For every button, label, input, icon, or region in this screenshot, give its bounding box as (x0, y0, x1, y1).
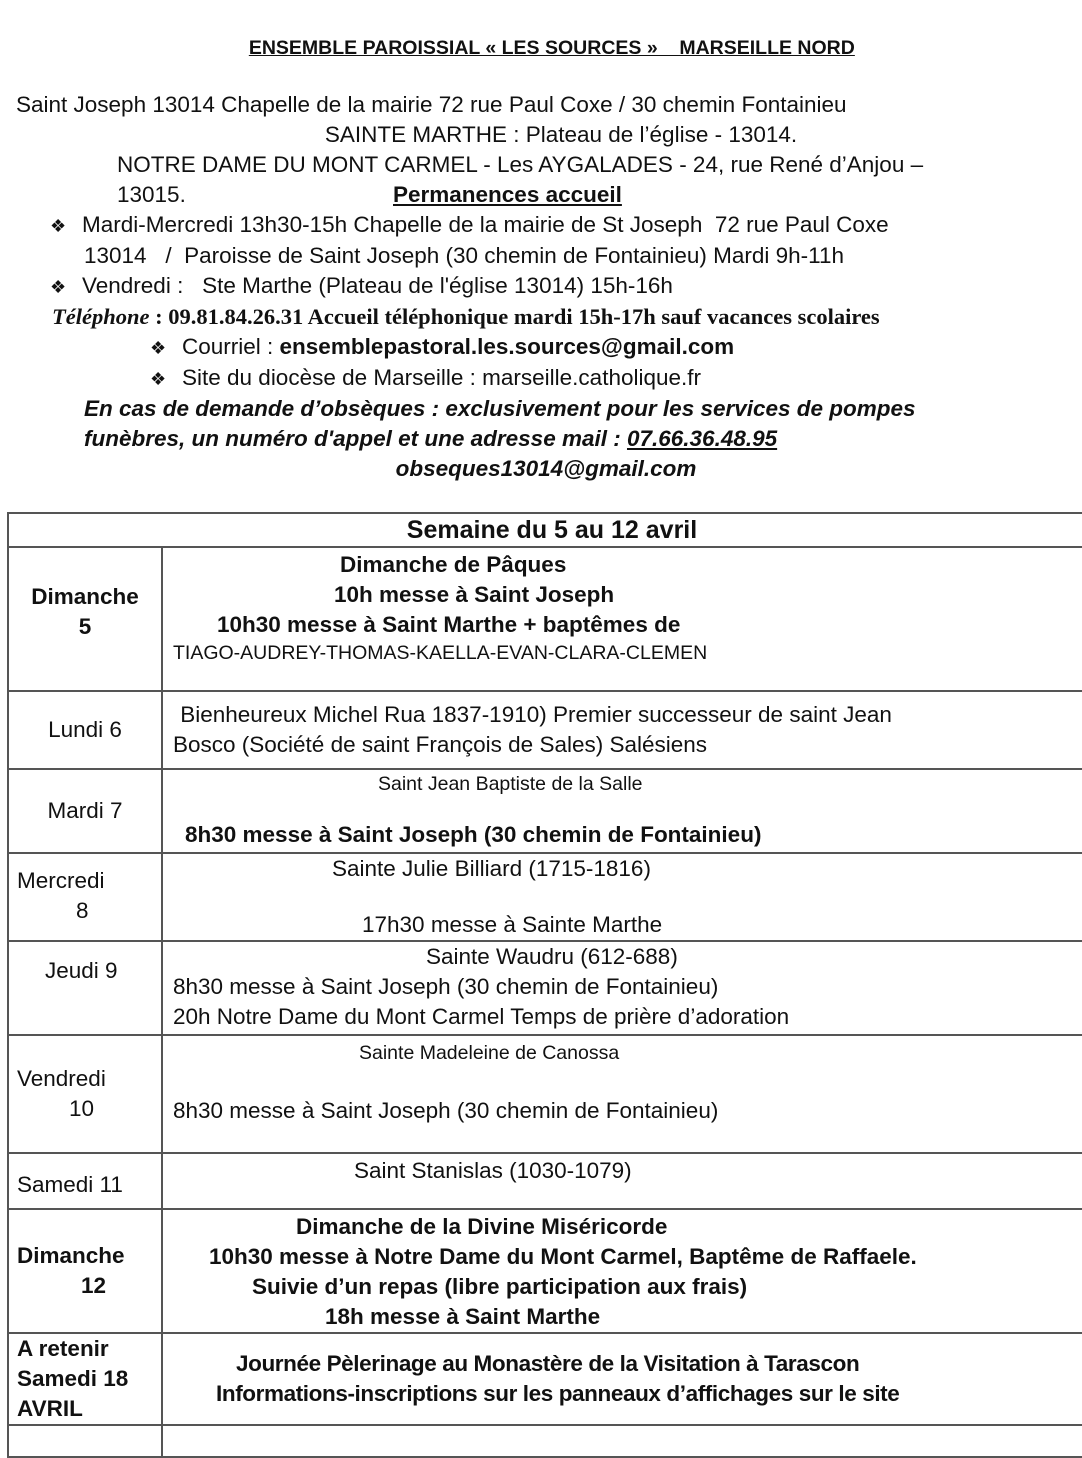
diamond-bullet-icon: ❖ (50, 216, 67, 236)
events-cell (162, 769, 1082, 853)
obseques-line-1: En cas de demande d’obsèques : exclusivement pour les services de pompes (84, 396, 916, 421)
day-number: 10 (69, 1096, 95, 1121)
address-notre-dame: NOTRE DAME DU MONT CARMEL - Les AYGALADES - 24, rue René d’Anjou – (117, 152, 924, 177)
weekly-schedule-table (7, 512, 1082, 1458)
event-line: Dimanche de Pâques (340, 552, 567, 577)
event-line: Bosco (Société de saint François de Sales) Salésiens (173, 732, 708, 757)
event-line: Sainte Waudru (612-688) (426, 944, 678, 969)
day-label: Mercredi (17, 868, 105, 893)
address-sainte-marthe: SAINTE MARTHE : Plateau de l’église - 13014. (324, 122, 798, 147)
table-row (8, 1333, 1082, 1425)
permanence-item-1-continued: 13014 / Paroisse de Saint Joseph (30 chemin de Fontainieu) Mardi 9h-11h (84, 243, 845, 268)
table-row (8, 1035, 1082, 1153)
event-line: Suivie d’un repas (libre participation aux frais) (252, 1274, 748, 1299)
address-postcode: 13015. (117, 182, 186, 207)
event-line: 8h30 messe à Saint Joseph (30 chemin de Fontainieu) (173, 974, 719, 999)
table-row (8, 853, 1082, 941)
week-title: Semaine du 5 au 12 avril (8, 513, 1082, 547)
day-number: 8 (76, 898, 89, 923)
permanence-item-2 (0, 271, 1082, 302)
event-line: 17h30 messe à Sainte Marthe (362, 912, 663, 937)
events-cell (162, 691, 1082, 769)
events-cell (162, 941, 1082, 1035)
event-line: 8h30 messe à Saint Joseph (30 chemin de Fontainieu) (185, 822, 762, 847)
obseques-line-2 (0, 424, 1082, 454)
day-label: Dimanche (31, 584, 139, 609)
day-label: Samedi 18 (17, 1366, 129, 1391)
week-title-row (8, 513, 1082, 547)
email-line (0, 332, 1082, 363)
telephone-line (0, 302, 1082, 332)
diocese-site-line (0, 363, 1082, 394)
day-label: AVRIL (17, 1396, 83, 1421)
event-line: 10h messe à Saint Joseph (334, 582, 615, 607)
permanence-1-text-a: Mardi-Mercredi 13h30-15h Chapelle de la mairie de St Joseph 72 rue Paul Coxe (82, 212, 889, 237)
day-cell (8, 941, 162, 1035)
day-cell (8, 1153, 162, 1209)
event-line: Journée Pèlerinage au Monastère de la Visitation à Tarascon (236, 1351, 860, 1376)
diamond-bullet-icon: ❖ (50, 277, 67, 297)
event-line: Saint Stanislas (1030-1079) (354, 1158, 632, 1183)
empty-row (8, 1425, 1082, 1457)
permanences-heading: Permanences accueil (393, 182, 622, 207)
event-line: Informations-inscriptions sur les panneaux d’affichages sur le site (216, 1381, 900, 1406)
email-label: Courriel : (182, 334, 280, 359)
day-cell (8, 853, 162, 941)
day-cell (8, 1035, 162, 1153)
events-cell (162, 1209, 1082, 1333)
table-row (8, 1209, 1082, 1333)
day-label: Vendredi (17, 1066, 106, 1091)
permanence-2-text: Vendredi : Ste Marthe (Plateau de l'église 13014) 15h-16h (82, 273, 673, 298)
event-line: Bienheureux Michel Rua 1837-1910) Premier successeur de saint Jean (174, 702, 892, 727)
event-line: Sainte Madeleine de Canossa (359, 1042, 620, 1064)
document-title (0, 6, 1082, 90)
table-row (8, 769, 1082, 853)
day-label: Dimanche (17, 1243, 125, 1268)
address-postcode-line (0, 180, 1082, 210)
day-cell (8, 691, 162, 769)
day-cell (8, 1333, 162, 1425)
table-row (8, 691, 1082, 769)
events-cell (162, 1153, 1082, 1209)
day-number: 5 (78, 614, 92, 639)
email-link[interactable]: ensemblepastoral.les.sources@gmail.com (279, 334, 735, 359)
event-line: 10h30 messe à Notre Dame du Mont Carmel, Baptême de Raffaele. (209, 1244, 917, 1269)
header (0, 0, 1082, 484)
day-cell (8, 547, 162, 691)
permanence-item-1 (0, 210, 1082, 241)
diamond-bullet-icon: ❖ (150, 338, 167, 358)
event-line: Saint Jean Baptiste de la Salle (378, 773, 643, 795)
event-line: 18h messe à Saint Marthe (325, 1304, 601, 1329)
day-label: A retenir (17, 1336, 109, 1361)
table-row (8, 1153, 1082, 1209)
table-row (8, 547, 1082, 691)
empty-cell (8, 1425, 162, 1457)
table-row (8, 941, 1082, 1035)
event-line: 10h30 messe à Saint Marthe + baptêmes de (217, 612, 681, 637)
empty-cell (162, 1425, 1082, 1457)
events-cell (162, 853, 1082, 941)
events-cell (162, 547, 1082, 691)
address-saint-joseph: Saint Joseph 13014 Chapelle de la mairie 72 rue Paul Coxe / 30 chemin Fontainieu (16, 92, 847, 117)
telephone-text: : 09.81.84.26.31 Accueil téléphonique mardi 15h-17h sauf vacances scolaires (149, 304, 880, 329)
day-label: Mardi 7 (47, 798, 123, 823)
event-line: Sainte Julie Billiard (1715-1816) (332, 856, 651, 881)
day-label: Samedi 11 (17, 1172, 123, 1197)
title-text: ENSEMBLE PAROISSIAL « LES SOURCES » MARSEILLE NORD (248, 37, 855, 59)
diocese-site-link[interactable]: Site du diocèse de Marseille : marseille.catholique.fr (182, 365, 702, 390)
event-line: 20h Notre Dame du Mont Carmel Temps de prière d’adoration (173, 1004, 790, 1029)
day-cell (8, 1209, 162, 1333)
day-label: Lundi 6 (48, 717, 122, 742)
event-line: 8h30 messe à Saint Joseph (30 chemin de Fontainieu) (173, 1098, 719, 1123)
obseques-phone-link[interactable]: 07.66.36.48.95 (626, 426, 778, 451)
events-cell (162, 1333, 1082, 1425)
day-cell (8, 769, 162, 853)
event-line: TIAGO-AUDREY-THOMAS-KAELLA-EVAN-CLARA-CLEMEN (173, 642, 708, 664)
event-line: Dimanche de la Divine Miséricorde (296, 1214, 668, 1239)
day-label: Jeudi 9 (45, 958, 118, 983)
diamond-bullet-icon: ❖ (150, 369, 167, 389)
telephone-label: Téléphone (52, 304, 150, 329)
events-cell (162, 1035, 1082, 1153)
day-number: 12 (81, 1273, 107, 1298)
obseques-text: funèbres, un numéro d'appel et une adresse mail : (84, 426, 627, 451)
obseques-email[interactable]: obseques13014@gmail.com (395, 456, 697, 481)
